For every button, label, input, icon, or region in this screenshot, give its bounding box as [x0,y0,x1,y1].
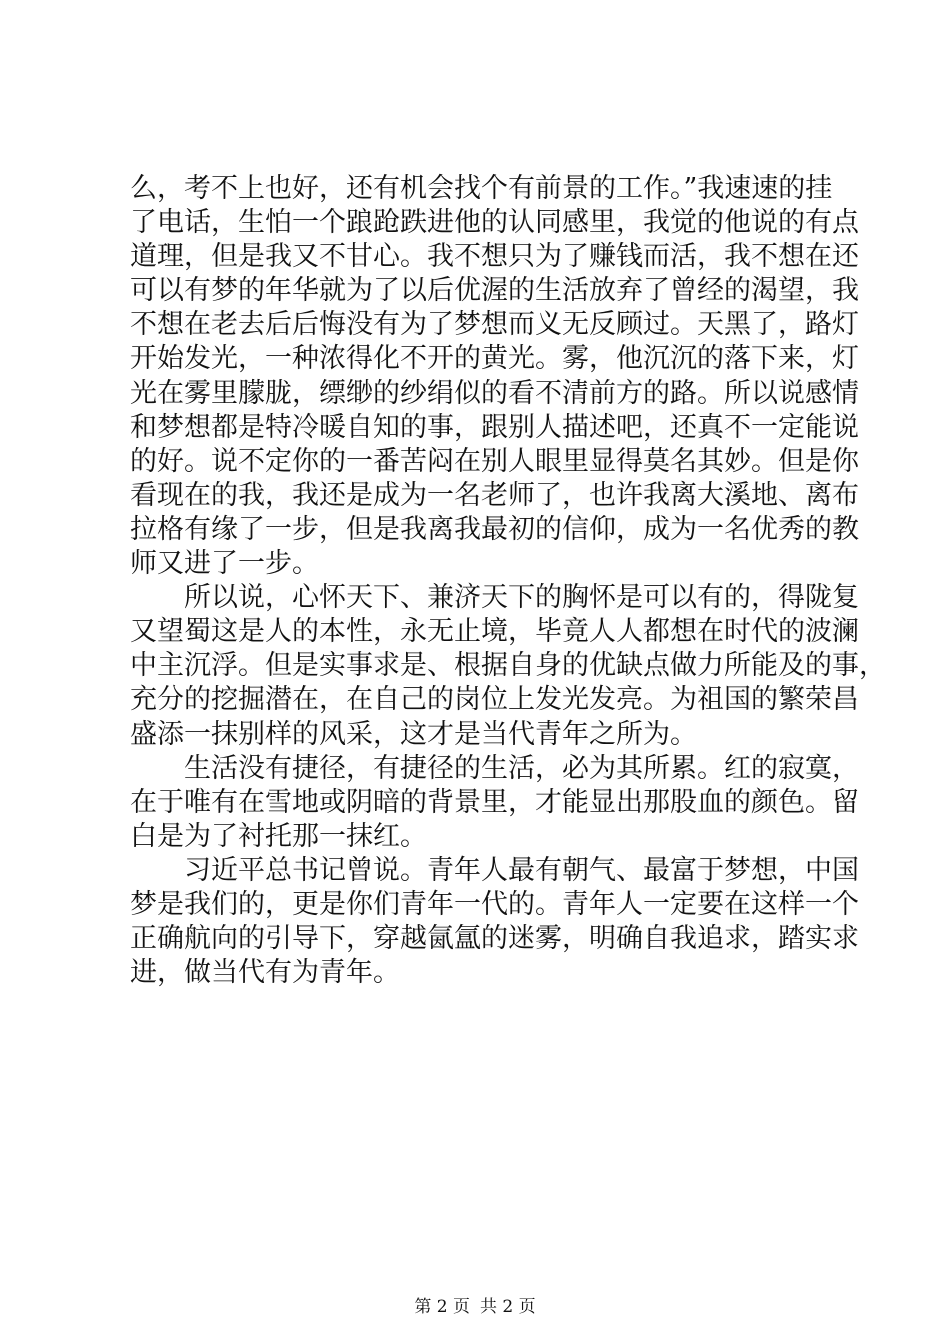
text-line: 充分的挖掘潜在，在自己的岗位上发光发亮。为祖国的繁荣昌 [130,684,859,716]
text-line: 梦是我们的，更是你们青年一代的。青年人一定要在这样一个 [130,888,859,920]
paragraph-first-line: 生活没有捷径，有捷径的生活，必为其所累。红的寂寞， [184,752,859,784]
text-line: 开始发光，一种浓得化不开的黄光。雾，他沉沉的落下来，灯 [130,343,859,375]
page-total: 共 2 页 [480,1297,536,1317]
text-line: 道理，但是我又不甘心。我不想只为了赚钱而活，我不想在还 [130,241,859,273]
paragraph-first-line: 习近平总书记曾说。青年人最有朝气、最富于梦想，中国 [184,854,859,886]
text-line: 盛添一抹别样的风采，这才是当代青年之所为。 [130,718,697,750]
text-line: 光在雾里朦胧，缥缈的纱绢似的看不清前方的路。所以说感情 [130,377,859,409]
text-line: 拉格有缘了一步，但是我离我最初的信仰，成为一名优秀的教 [130,513,859,545]
text-line: 师又进了一步。 [130,548,319,580]
text-line: 进，做当代有为青年。 [130,957,400,989]
document-body [130,172,886,990]
text-line: 不想在老去后后悔没有为了梦想而义无反顾过。天黑了，路灯 [130,309,859,341]
text-line: 在于唯有在雪地或阴暗的背景里，才能显出那股血的颜色。留 [130,786,859,818]
page-footer [0,1297,950,1317]
text-line: 正确航向的引导下，穿越氤氲的迷雾，明确自我追求，踏实求 [130,923,859,955]
text-line: 了电话，生怕一个踉跄跌进他的认同感里，我觉的他说的有点 [130,207,859,239]
paragraph-first-line: 所以说，心怀天下、兼济天下的胸怀是可以有的，得陇复 [184,582,859,614]
page-number: 第 2 页 [414,1297,470,1317]
text-line: 又望蜀这是人的本性，永无止境，毕竟人人都想在时代的波澜 [130,616,859,648]
text-line: 白是为了衬托那一抹红。 [130,820,427,852]
text-line: 的好。说不定你的一番苦闷在别人眼里显得莫名其妙。但是你 [130,445,859,477]
text-line: 可以有梦的年华就为了以后优渥的生活放弃了曾经的渴望，我 [130,275,859,307]
text-line: 么，考不上也好，还有机会找个有前景的工作。”我速速的挂 [130,173,833,204]
text-line: 看现在的我，我还是成为一名老师了，也许我离大溪地、离布 [130,479,859,511]
text-line: 和梦想都是特冷暖自知的事，跟别人描述吧，还真不一定能说 [130,411,859,443]
text-line: 中主沉浮。但是实事求是、根据自身的优缺点做力所能及的事， [130,650,886,682]
